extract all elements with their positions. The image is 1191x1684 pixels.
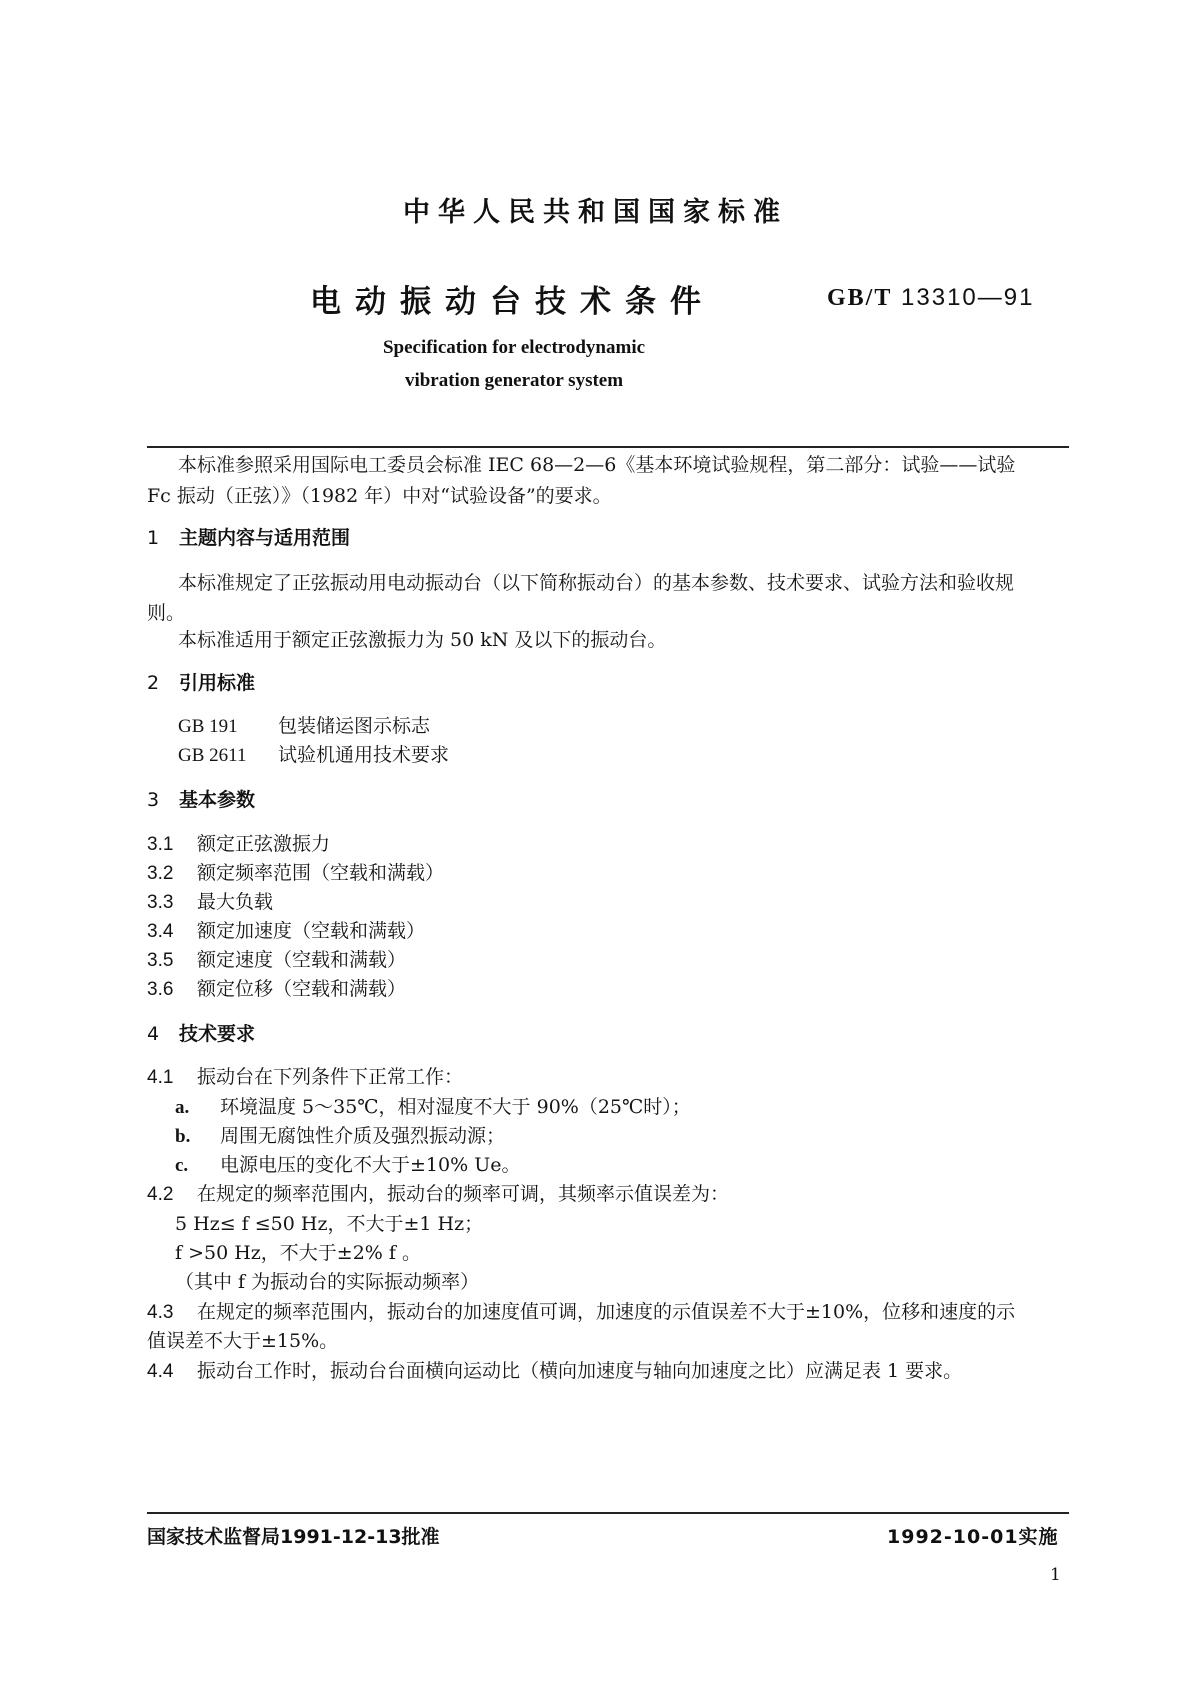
condition-text: 环境温度 5～35℃，相对湿度不大于 90%（25℃时）； bbox=[220, 1096, 691, 1118]
condition-letter: c. bbox=[175, 1155, 189, 1176]
section-2-title: 引用标准 bbox=[179, 672, 256, 694]
intro-line1: 本标准参照采用国际电工委员会标准 IEC 68—2—6《基本环境试验规程，第二部分：试验——试验 bbox=[178, 454, 1016, 476]
parameter-number: 3.6 bbox=[147, 979, 174, 1000]
parameter-number: 3.1 bbox=[147, 834, 174, 855]
condition-text: 电源电压的变化不大于±10% Ue。 bbox=[220, 1154, 521, 1176]
condition-item bbox=[175, 1092, 691, 1119]
section-4-number: 4 bbox=[147, 1023, 160, 1045]
page-number: 1 bbox=[1050, 1565, 1061, 1585]
condition-item bbox=[175, 1150, 520, 1177]
parameter-item bbox=[147, 858, 444, 885]
frequency-note: （其中 f 为振动台的实际振动频率） bbox=[175, 1271, 480, 1293]
parameter-number: 3.5 bbox=[147, 950, 174, 971]
effective-date: 1992-10-01实施 bbox=[887, 1526, 1059, 1548]
parameter-text: 额定加速度（空载和满载） bbox=[197, 920, 426, 942]
parameter-text: 额定位移（空载和满载） bbox=[197, 978, 407, 1000]
document-title: 电动振动台技术条件 bbox=[310, 284, 715, 320]
clause-number: 4.2 bbox=[147, 1184, 174, 1205]
approval-date: 国家技术监督局1991-12-13批准 bbox=[147, 1526, 440, 1548]
clause-number: 4.1 bbox=[147, 1067, 174, 1088]
condition-text: 周围无腐蚀性介质及强烈振动源； bbox=[220, 1125, 506, 1147]
clause-text: 在规定的频率范围内，振动台的加速度值可调，加速度的示值误差不大于±10%，位移和速度的示 bbox=[197, 1301, 1016, 1323]
parameter-item bbox=[147, 974, 406, 1001]
section-1-title: 主题内容与适用范围 bbox=[179, 527, 351, 549]
reference-item bbox=[178, 740, 449, 767]
section-1-paragraph-1-line2: 则。 bbox=[147, 602, 186, 624]
section-3-title: 基本参数 bbox=[179, 789, 256, 811]
section-2-number: 2 bbox=[147, 672, 160, 694]
standard-number bbox=[827, 284, 1034, 312]
section-1-paragraph-1-line1: 本标准规定了正弦振动用电动振动台（以下简称振动台）的基本参数、技术要求、试验方法和验收规 bbox=[178, 572, 1015, 594]
clause-4-3 bbox=[147, 1297, 1015, 1324]
frequency-tolerance-high: f >50 Hz，不大于±2% f 。 bbox=[175, 1242, 421, 1264]
english-title-line1: Specification for electrodynamic bbox=[382, 337, 646, 358]
parameter-text: 额定频率范围（空载和满载） bbox=[197, 862, 445, 884]
parameter-number: 3.3 bbox=[147, 892, 174, 913]
standard-number-value: 13310—91 bbox=[901, 284, 1035, 311]
condition-letter: a. bbox=[175, 1097, 190, 1118]
clause-4-3-line2: 值误差不大于±15%。 bbox=[147, 1330, 339, 1352]
intro-line2: Fc 振动（正弦）》（1982 年）中对“试验设备”的要求。 bbox=[147, 485, 612, 507]
parameter-number: 3.4 bbox=[147, 921, 174, 942]
clause-text: 振动台工作时，振动台台面横向运动比（横向加速度与轴向加速度之比）应满足表 1 要求。 bbox=[197, 1360, 963, 1382]
clause-4-1 bbox=[147, 1062, 463, 1089]
parameter-number: 3.2 bbox=[147, 863, 174, 884]
parameter-text: 最大负载 bbox=[197, 891, 274, 913]
section-4-heading bbox=[147, 1019, 255, 1046]
parameter-item bbox=[147, 945, 406, 972]
reference-code: GB 2611 bbox=[178, 745, 247, 766]
parameter-item bbox=[147, 887, 273, 914]
parameter-text: 额定速度（空载和满载） bbox=[197, 949, 407, 971]
english-title-line2: vibration generator system bbox=[404, 370, 624, 391]
footer-divider bbox=[147, 1512, 1069, 1514]
section-2-heading bbox=[147, 668, 255, 695]
standard-number-prefix: GB/T bbox=[827, 285, 893, 311]
reference-name: 试验机通用技术要求 bbox=[278, 744, 450, 766]
clause-number: 4.4 bbox=[147, 1361, 174, 1382]
section-1-paragraph-2: 本标准适用于额定正弦激振力为 50 kN 及以下的振动台。 bbox=[178, 629, 667, 651]
parameter-text: 额定正弦激振力 bbox=[197, 833, 331, 855]
header-divider bbox=[147, 446, 1069, 448]
section-3-number: 3 bbox=[147, 789, 160, 811]
reference-name: 包装储运图示标志 bbox=[278, 715, 431, 737]
frequency-tolerance-low: 5 Hz≤ f ≤50 Hz，不大于±1 Hz； bbox=[175, 1213, 484, 1235]
reference-code: GB 191 bbox=[178, 716, 238, 737]
clause-number: 4.3 bbox=[147, 1302, 174, 1323]
condition-letter: b. bbox=[175, 1126, 191, 1147]
parameter-item bbox=[147, 916, 425, 943]
section-3-heading bbox=[147, 785, 255, 812]
clause-text: 振动台在下列条件下正常工作： bbox=[197, 1066, 464, 1088]
section-4-title: 技术要求 bbox=[179, 1023, 256, 1045]
parameter-item bbox=[147, 829, 330, 856]
clause-text: 在规定的频率范围内，振动台的频率可调，其频率示值误差为： bbox=[197, 1183, 730, 1205]
section-1-number: 1 bbox=[147, 527, 160, 549]
clause-4-4 bbox=[147, 1356, 962, 1383]
section-1-heading bbox=[147, 523, 350, 550]
reference-item bbox=[178, 711, 430, 738]
national-standard-heading: 中华人民共和国国家标准 bbox=[403, 197, 788, 228]
clause-4-2 bbox=[147, 1179, 729, 1206]
condition-item bbox=[175, 1121, 505, 1148]
